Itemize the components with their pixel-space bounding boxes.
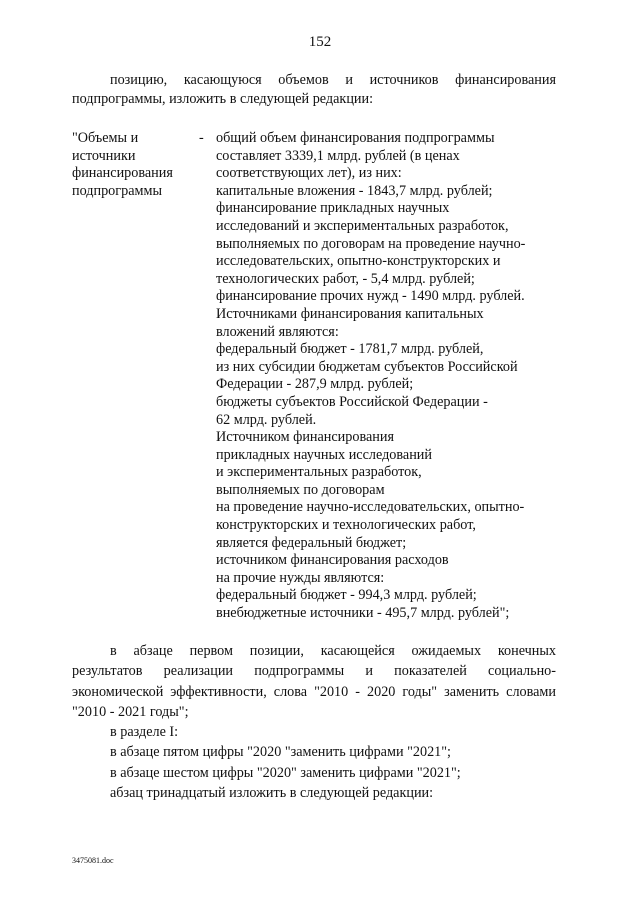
content-line: технологических работ, - 5,4 млрд. рублей;: [216, 270, 475, 287]
amendment-p1-line-2: результатов реализации подпрограммы и показателей социально-: [72, 663, 556, 680]
content-line: выполняемых по договорам: [216, 481, 385, 498]
content-line: является федеральный бюджет;: [216, 534, 407, 551]
label-line: источники: [72, 147, 136, 164]
amendment-item-paragraph-6: в абзаце шестом цифры "2020" заменить цифрами "2021";: [110, 764, 461, 781]
content-line: капитальные вложения - 1843,7 млрд. рублей;: [216, 182, 493, 199]
amendment-section-heading: в разделе I:: [110, 724, 179, 741]
content-line: из них субсидии бюджетам субъектов Российской: [216, 358, 518, 375]
amendment-item-paragraph-5: в абзаце пятом цифры "2020 "заменить цифрами "2021";: [110, 744, 451, 761]
intro-line-1: позицию, касающуюся объемов и источников финансирования: [110, 72, 556, 88]
content-line: конструкторских и технологических работ,: [216, 517, 476, 534]
amendment-p1-line-3: экономической эффективности, слова "2010 - 2020 годы" заменить словами: [72, 683, 556, 700]
content-line: на проведение научно-исследовательских, опытно-: [216, 499, 525, 516]
content-line: Источниками финансирования капитальных: [216, 305, 484, 322]
label-line: финансирования: [72, 165, 173, 182]
amendment-item-paragraph-13: абзац тринадцатый изложить в следующей редакции:: [110, 785, 434, 802]
content-line: финансирование прикладных научных: [216, 200, 450, 217]
content-line: исследовательских, опытно-конструкторских и: [216, 253, 501, 270]
label-dash: -: [199, 130, 204, 146]
content-line: выполняемых по договорам на проведение научно-: [216, 235, 526, 252]
content-line: Федерации - 287,9 млрд. рублей;: [216, 376, 414, 393]
amendments-section: [72, 641, 556, 803]
content-line: финансирование прочих нужд - 1490 млрд. рублей.: [216, 288, 525, 305]
content-line: федеральный бюджет - 994,3 млрд. рублей;: [216, 587, 477, 604]
content-line: на прочие нужды являются:: [216, 569, 385, 586]
intro-line-2: подпрограммы, изложить в следующей редакции:: [72, 91, 374, 107]
amendment-p1-line-1: в абзаце первом позиции, касающейся ожидаемых конечных: [110, 643, 556, 659]
content-line: внебюджетные источники - 495,7 млрд. рублей";: [216, 605, 510, 622]
content-line: федеральный бюджет - 1781,7 млрд. рублей,: [216, 341, 484, 358]
content-line: общий объем финансирования подпрограммы: [216, 130, 495, 146]
content-line: Источником финансирования: [216, 429, 394, 446]
content-line: исследований и экспериментальных разработок,: [216, 217, 509, 234]
page-number: 152: [308, 34, 332, 50]
label-line: "Объемы и: [72, 130, 139, 146]
content-line: составляет 3339,1 млрд. рублей (в ценах: [216, 147, 460, 164]
content-line: соответствующих лет), из них:: [216, 165, 402, 182]
funding-position-label: [72, 130, 190, 200]
content-line: вложений являются:: [216, 323, 339, 340]
content-line: источником финансирования расходов: [216, 552, 449, 569]
content-line: и экспериментальных разработок,: [216, 464, 422, 481]
content-line: бюджеты субъектов Российской Федерации -: [216, 393, 488, 410]
intro-paragraph: [72, 71, 556, 109]
funding-position-content: [216, 130, 561, 623]
content-line: прикладных научных исследований: [216, 446, 432, 463]
content-line: 62 млрд. рублей.: [216, 411, 317, 428]
label-line: подпрограммы: [72, 182, 162, 199]
amendment-p1-line-4: "2010 - 2021 годы";: [72, 703, 189, 720]
document-id-footer: 3475081.doc: [72, 856, 114, 865]
